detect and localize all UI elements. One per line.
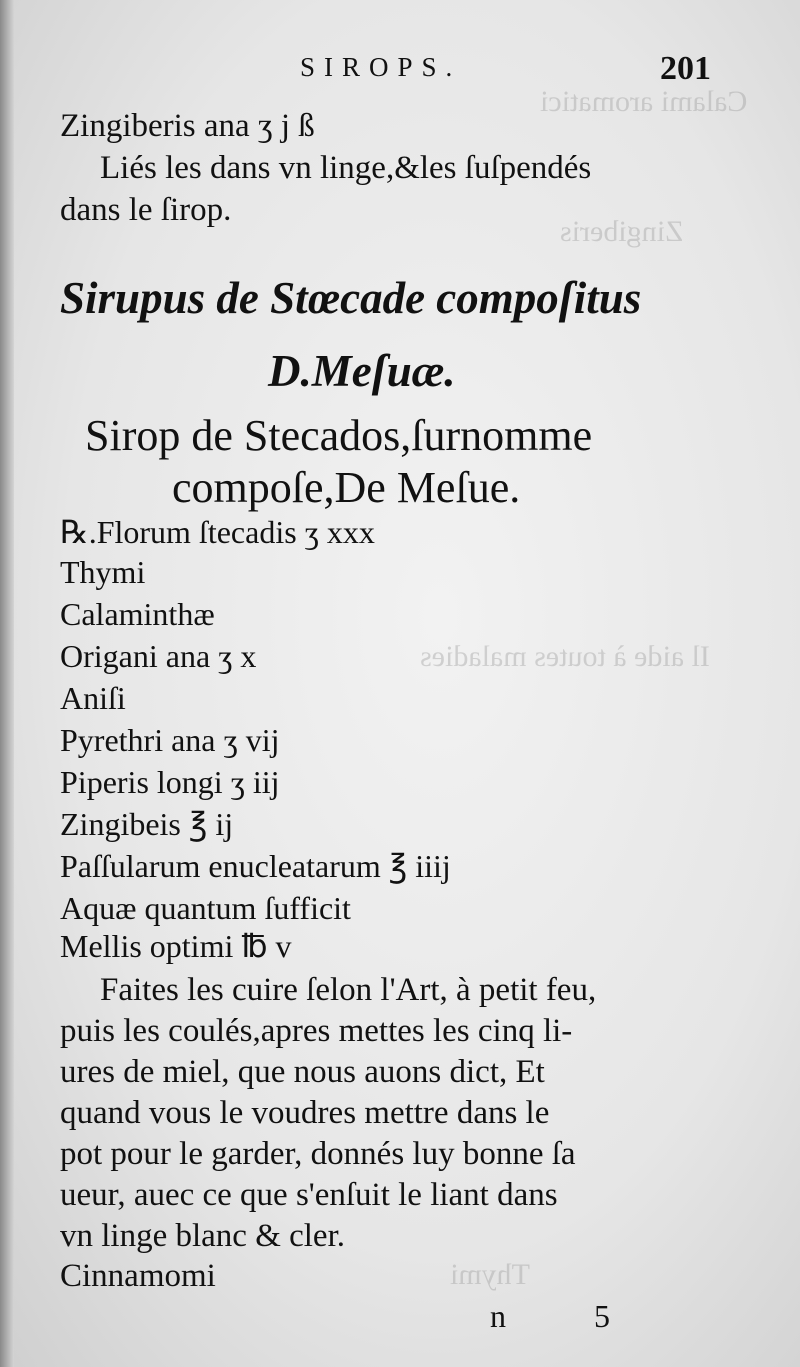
- text-line: dans le ſirop.: [60, 192, 232, 228]
- paragraph-line: ueur, auec ce que s'enſuit le liant dans: [60, 1177, 558, 1213]
- last-line: Cinnamomi: [60, 1258, 216, 1294]
- paragraph-line: quand vous le voudres mettre dans le: [60, 1095, 550, 1131]
- bleed-through-text: Calami aromatici: [540, 85, 748, 118]
- ingredient-line: Zingibeis ℥ ij: [60, 806, 234, 842]
- ingredient-line: Thymi: [60, 554, 146, 590]
- bleed-through-text: Il aide à toutes maladies: [420, 640, 710, 673]
- paragraph-line: pot pour le garder, donnés luy bonne ſa: [60, 1136, 576, 1172]
- ingredient-line: Mellis optimi ℔ v: [60, 928, 292, 964]
- french-title-line-1: Sirop de Stecados,ſurnomme: [85, 411, 593, 460]
- ingredient-line: Piperis longi ʒ iij: [60, 764, 280, 800]
- text-line: Liés les dans vn linge,&les ſuſpendés: [100, 150, 592, 186]
- paragraph-line: ures de miel, que nous auons dict, Et: [60, 1054, 545, 1090]
- text-line: Zingiberis ana ʒ j ß: [60, 108, 315, 144]
- page-edge-shadow: [0, 0, 14, 1367]
- french-title-line-2: compoſe,De Meſue.: [172, 463, 521, 512]
- signature-mark: n 5: [490, 1298, 650, 1334]
- ingredient-line: Pyrethri ana ʒ vij: [60, 722, 280, 758]
- ingredient-line: Aquæ quantum ſufficit: [60, 890, 351, 926]
- page-header: [0, 52, 800, 92]
- ingredient-line: Calaminthæ: [60, 596, 215, 632]
- latin-title-line-1: Sirupus de Stœcade compoſitus: [60, 273, 642, 323]
- paragraph-line: puis les coulés,apres mettes les cinq li-: [60, 1013, 573, 1049]
- ingredient-line: Aniſi: [60, 680, 126, 716]
- paragraph-line: Faites les cuire ſelon l'Art, à petit feu,: [100, 972, 597, 1008]
- paragraph-line: vn linge blanc & cler.: [60, 1218, 345, 1254]
- bleed-through-text: Thymi: [450, 1258, 530, 1291]
- ingredient-line: Paſſularum enucleatarum ℥ iiij: [60, 848, 451, 884]
- ingredient-line: Origani ana ʒ x: [60, 638, 257, 674]
- bleed-through-text: Zingiberis: [560, 215, 684, 248]
- running-title: SIROPS.: [300, 52, 462, 82]
- page-number: 201: [660, 50, 711, 87]
- ingredient-line: ℞.Florum ſtecadis ʒ xxx: [60, 514, 375, 550]
- latin-title-line-2: D.Meſuæ.: [268, 346, 456, 396]
